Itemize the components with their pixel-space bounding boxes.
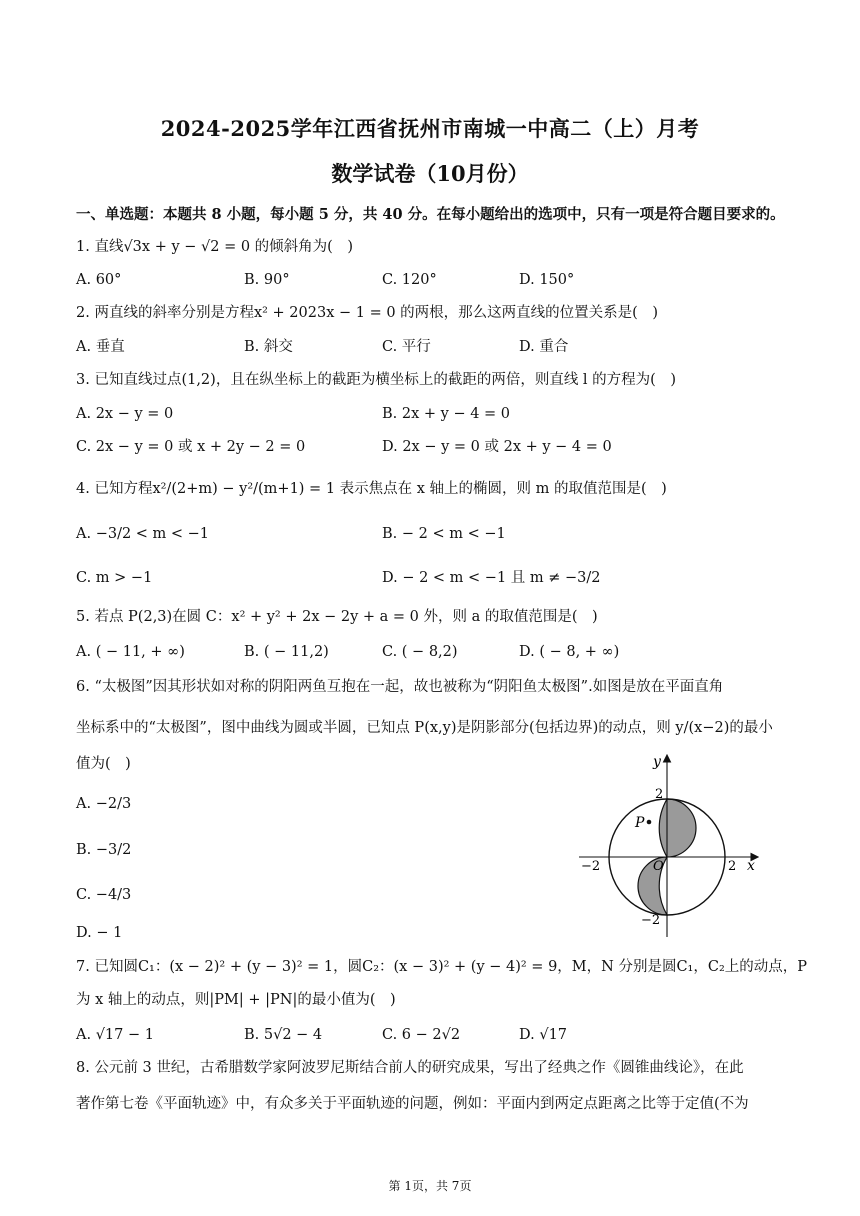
q3-option-c: C. 2x − y = 0 或 x + 2y − 2 = 0 bbox=[76, 439, 306, 455]
q7-option-a: A. √17 − 1 bbox=[76, 1027, 154, 1043]
q5-option-b: B. ( − 11,2) bbox=[244, 644, 329, 660]
q5-option-c: C. ( − 8,2) bbox=[382, 644, 458, 660]
tick-label-top: 2 bbox=[655, 787, 664, 802]
question-6-line-3: 值为( ) bbox=[76, 756, 131, 772]
y-axis-label: y bbox=[653, 754, 661, 770]
q4-option-b: B. − 2 < m < −1 bbox=[382, 526, 506, 542]
q2-option-c: C. 平行 bbox=[382, 339, 431, 355]
question-1-text: 1. 直线√3x + y − √2 = 0 的倾斜角为( ) bbox=[76, 239, 353, 255]
q4-option-a: A. −3/2 < m < −1 bbox=[76, 526, 210, 542]
exam-title: 2024-2025学年江西省抚州市南城一中高二（上）月考 bbox=[160, 116, 700, 141]
section-heading: 一、单选题：本题共 8 小题，每小题 5 分，共 40 分。在每小题给出的选项中，只有一项是符合题目要求的。 bbox=[76, 206, 785, 223]
q2-option-a: A. 垂直 bbox=[76, 339, 125, 355]
exam-subtitle: 数学试卷（10月份） bbox=[331, 161, 529, 186]
q1-option-a: A. 60° bbox=[76, 272, 122, 288]
q6-option-d: D. − 1 bbox=[76, 925, 123, 941]
q3-option-d: D. 2x − y = 0 或 2x + y − 4 = 0 bbox=[382, 439, 612, 455]
q3-option-b: B. 2x + y − 4 = 0 bbox=[382, 406, 511, 422]
q6-option-c: C. −4/3 bbox=[76, 887, 132, 903]
question-7-line-2: 为 x 轴上的动点，则|PM| + |PN|的最小值为( ) bbox=[76, 992, 396, 1008]
question-3-text: 3. 已知直线过点(1,2)，且在纵坐标上的截距为横坐标上的截距的两倍，则直线 l 的方程为( ) bbox=[76, 372, 676, 388]
question-2-text: 2. 两直线的斜率分别是方程x² + 2023x − 1 = 0 的两根，那么这两直线的位置关系是( ) bbox=[76, 305, 658, 321]
point-p bbox=[647, 820, 652, 825]
question-8-line-2: 著作第七卷《平面轨迹》中，有众多关于平面轨迹的问题，例如：平面内到两定点距离之比等于定值(不为 bbox=[76, 1096, 749, 1112]
q7-option-b: B. 5√2 − 4 bbox=[244, 1027, 323, 1043]
q4-option-c: C. m > −1 bbox=[76, 570, 153, 586]
q7-option-d: D. √17 bbox=[519, 1027, 568, 1043]
q6-option-b: B. −3/2 bbox=[76, 842, 132, 858]
q2-option-b: B. 斜交 bbox=[244, 339, 293, 355]
question-4-text: 4. 已知方程x²/(2+m) − y²/(m+1) = 1 表示焦点在 x 轴上的椭圆，则 m 的取值范围是( ) bbox=[76, 481, 667, 497]
taiji-figure bbox=[577, 752, 763, 940]
origin-label: O bbox=[653, 859, 664, 874]
q6-option-a: A. −2/3 bbox=[76, 796, 132, 812]
tick-label-bottom: −2 bbox=[641, 913, 661, 928]
q1-option-b: B. 90° bbox=[244, 272, 290, 288]
x-axis-label: x bbox=[747, 858, 755, 874]
q1-option-d: D. 150° bbox=[519, 272, 575, 288]
q5-option-d: D. ( − 8, + ∞) bbox=[519, 644, 620, 660]
tick-label-right: 2 bbox=[728, 859, 737, 874]
q3-option-a: A. 2x − y = 0 bbox=[76, 406, 174, 422]
question-6-line-1: 6. “太极图”因其形状如对称的阴阳两鱼互抱在一起，故也被称为“阴阳鱼太极图”.如图是放在平面直角 bbox=[76, 679, 724, 695]
q5-option-a: A. ( − 11, + ∞) bbox=[76, 644, 185, 660]
question-8-line-1: 8. 公元前 3 世纪，古希腊数学家阿波罗尼斯结合前人的研究成果，写出了经典之作《圆锥曲线论》，在此 bbox=[76, 1060, 744, 1076]
question-5-text: 5. 若点 P(2,3)在圆 C：x² + y² + 2x − 2y + a = 0 外，则 a 的取值范围是( ) bbox=[76, 609, 598, 625]
question-6-line-2: 坐标系中的“太极图”，图中曲线为圆或半圆，已知点 P(x,y)是阴影部分(包括边界)的动点，则 y/(x−2)的最小 bbox=[76, 720, 773, 736]
q1-option-c: C. 120° bbox=[382, 272, 437, 288]
q4-option-d: D. − 2 < m < −1 且 m ≠ −3/2 bbox=[382, 570, 601, 586]
q2-option-d: D. 重合 bbox=[519, 339, 569, 355]
q7-option-c: C. 6 − 2√2 bbox=[382, 1027, 461, 1043]
page-footer: 第 1页，共 7页 bbox=[388, 1179, 472, 1193]
tick-label-left: −2 bbox=[581, 859, 601, 874]
question-7-line-1: 7. 已知圆C₁：(x − 2)² + (y − 3)² = 1，圆C₂：(x − 3)² + (y − 4)² = 9，M，N 分别是圆C₁，C₂上的动点，P bbox=[76, 959, 808, 975]
point-p-label: P bbox=[635, 815, 645, 831]
